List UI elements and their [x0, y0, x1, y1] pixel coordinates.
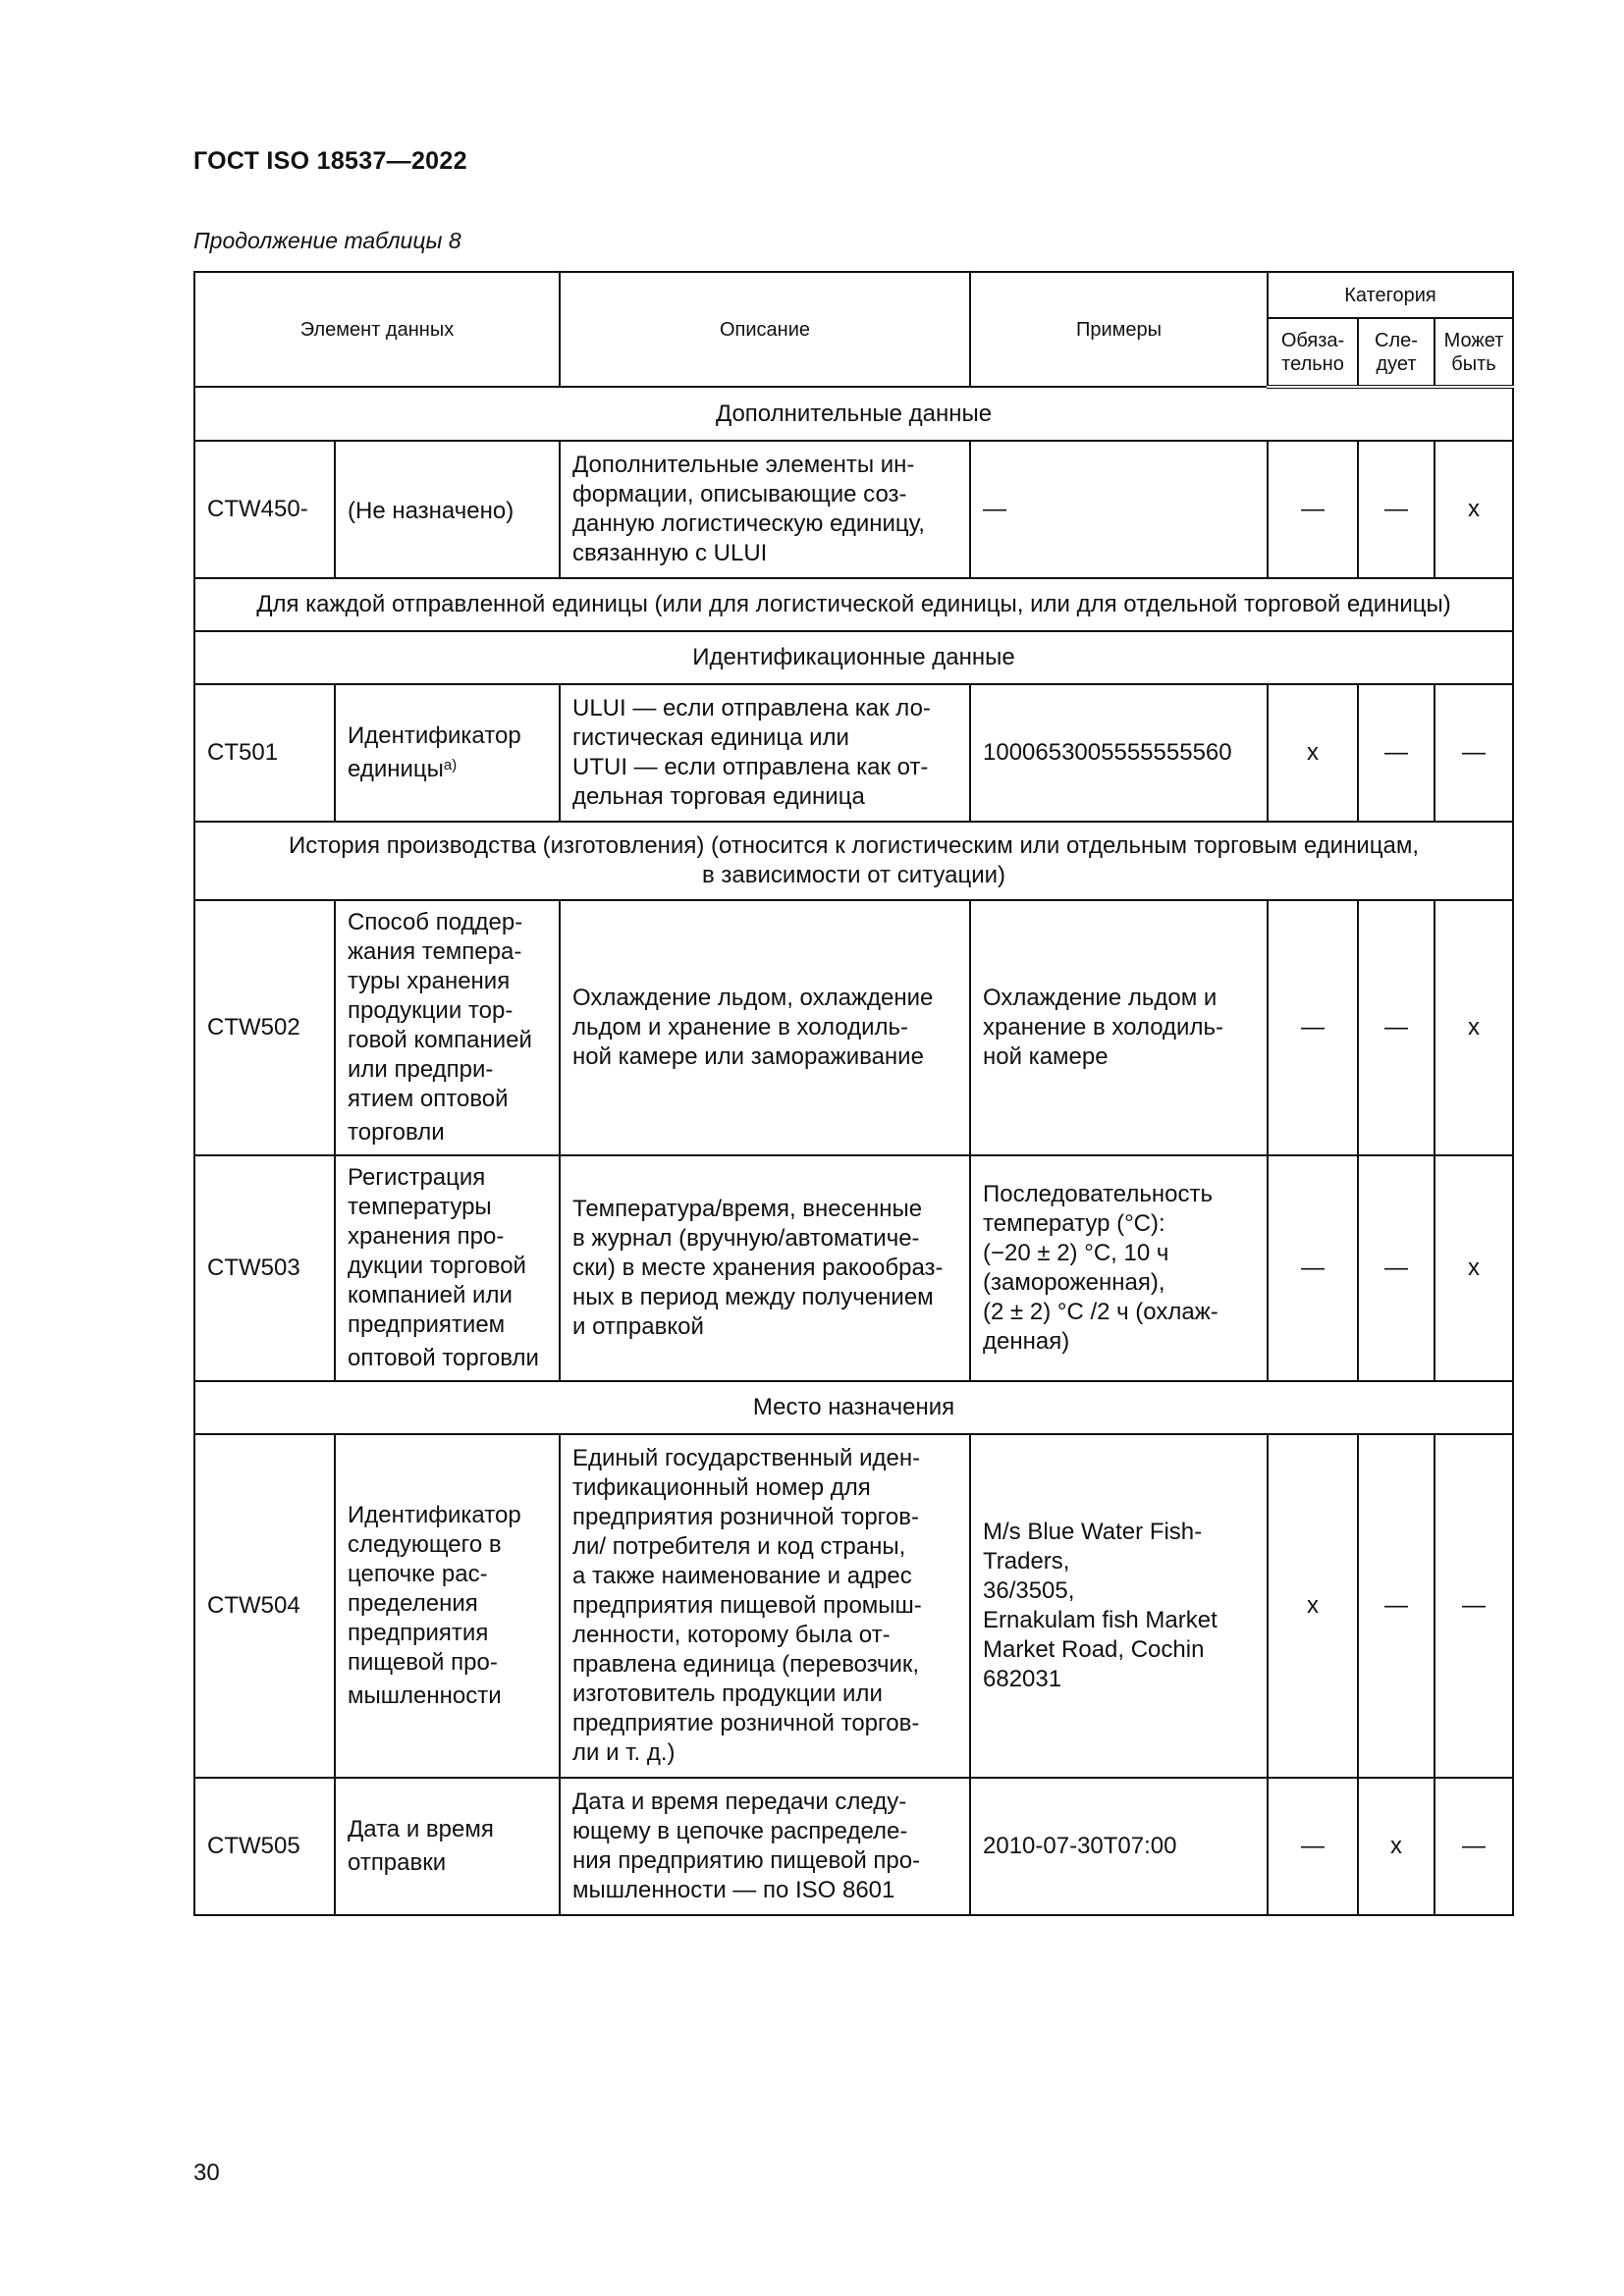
category-should: —	[1358, 441, 1435, 578]
section-row	[194, 1381, 1513, 1434]
description: Температура/время, внесенные в журнал (вручную/автоматиче- ски) в месте хранения ракообраз- ных в период между получением и отправкой	[560, 1155, 970, 1381]
table-row	[194, 1778, 1513, 1915]
description: Единый государственный иден- тификационный номер для предприятия розничной торгов- ли/ потребителя и код страны, а также наименование и адрес предприятия пищевой промыш- ленности, которому была от- правлена единица (перевозчик, изготовитель продукции или предприятие розничной торгов- ли и т. д.)	[560, 1434, 970, 1778]
element-code: CT501	[194, 684, 335, 822]
example: Охлаждение льдом и хранение в холодиль- ной камере	[970, 900, 1268, 1155]
section-row	[194, 578, 1513, 631]
section-row	[194, 822, 1513, 900]
element-name	[335, 684, 560, 822]
category-mandatory: —	[1268, 1155, 1358, 1381]
header-category-may: Может быть	[1435, 318, 1513, 387]
category-mandatory: x	[1268, 684, 1358, 822]
example: Последовательность температур (°C): (−20 ± 2) °C, 10 ч (замороженная), (2 ± 2) °C /2 ч (охлаж- денная)	[970, 1155, 1268, 1381]
category-should: —	[1358, 1434, 1435, 1778]
category-should: —	[1358, 684, 1435, 822]
footnote-marker: а)	[443, 757, 458, 774]
header-examples: Примеры	[970, 272, 1268, 387]
category-mandatory: —	[1268, 441, 1358, 578]
example: 2010-07-30T07:00	[970, 1778, 1268, 1915]
category-mandatory: x	[1268, 1434, 1358, 1778]
element-name-text: Способ поддер- жания темпера- туры хранения продукции тор- говой компанией или предпри- ятием оптовой торговли	[348, 909, 532, 1146]
table-row	[194, 900, 1513, 1155]
element-code: CTW505	[194, 1778, 335, 1915]
category-mandatory: —	[1268, 900, 1358, 1155]
element-code: CTW502	[194, 900, 335, 1155]
section-header: Для каждой отправленной единицы (или для логистической единицы, или для отдельной торговой единицы)	[194, 578, 1513, 631]
category-should: —	[1358, 900, 1435, 1155]
header-description: Описание	[560, 272, 970, 387]
description: ULUI — если отправлена как ло- гистическая единица или UTUI — если отправлена как от- дельная торговая единица	[560, 684, 970, 822]
element-name	[335, 441, 560, 578]
element-name-text: Дата и время отправки	[348, 1816, 494, 1876]
section-header: Дополнительные данные	[194, 387, 1513, 441]
section-header: Идентификационные данные	[194, 631, 1513, 684]
element-name	[335, 1434, 560, 1778]
header-element: Элемент данных	[194, 272, 560, 387]
header-category: Категория	[1268, 272, 1513, 318]
category-may: —	[1435, 684, 1513, 822]
section-header: Место назначения	[194, 1381, 1513, 1434]
category-mandatory: —	[1268, 1778, 1358, 1915]
element-name	[335, 900, 560, 1155]
category-may: x	[1435, 900, 1513, 1155]
element-name	[335, 1155, 560, 1381]
element-code: CTW503	[194, 1155, 335, 1381]
element-name-text: Идентификатор единицы	[348, 722, 521, 782]
element-name	[335, 1778, 560, 1915]
page-number: 30	[193, 2160, 220, 2186]
header-category-mandatory: Обяза- тельно	[1268, 318, 1358, 387]
section-row	[194, 387, 1513, 441]
category-may: x	[1435, 441, 1513, 578]
data-elements-table	[193, 271, 1514, 1916]
element-name-text: Регистрация температуры хранения про- дукции торговой компанией или предприятием оптовой торговли	[348, 1164, 539, 1371]
category-may: x	[1435, 1155, 1513, 1381]
table-row	[194, 1434, 1513, 1778]
section-header: История производства (изготовления) (относится к логистическим или отдельным торговым единицам, в зависимости от ситуации)	[194, 822, 1513, 900]
category-may: —	[1435, 1778, 1513, 1915]
element-code: CTW504	[194, 1434, 335, 1778]
description: Охлаждение льдом, охлаждение льдом и хранение в холодиль- ной камере или замораживание	[560, 900, 970, 1155]
category-should: x	[1358, 1778, 1435, 1915]
example: 1000653005555555560	[970, 684, 1268, 822]
element-name-text: Идентификатор следующего в цепочке рас- пределения предприятия пищевой про- мышленности	[348, 1502, 521, 1709]
category-may: —	[1435, 1434, 1513, 1778]
example: —	[970, 441, 1268, 578]
table-continuation-caption: Продолжение таблицы 8	[193, 228, 461, 253]
header-category-should: Сле- дует	[1358, 318, 1435, 387]
table-row	[194, 684, 1513, 822]
document-standard-title: ГОСТ ISO 18537—2022	[193, 147, 467, 175]
section-row	[194, 631, 1513, 684]
table-row	[194, 1155, 1513, 1381]
category-should: —	[1358, 1155, 1435, 1381]
element-code: CTW450-	[194, 441, 335, 578]
element-name-text: (Не назначено)	[348, 498, 514, 524]
description: Дополнительные элементы ин- формации, описывающие соз- данную логистическую единицу, связанную с ULUI	[560, 441, 970, 578]
table-row	[194, 441, 1513, 578]
example: M/s Blue Water Fish- Traders, 36/3505, Ernakulam fish Market Market Road, Cochin 682031	[970, 1434, 1268, 1778]
description: Дата и время передачи следу- ющему в цепочке распределе- ния предприятию пищевой про- мышленности — по ISO 8601	[560, 1778, 970, 1915]
